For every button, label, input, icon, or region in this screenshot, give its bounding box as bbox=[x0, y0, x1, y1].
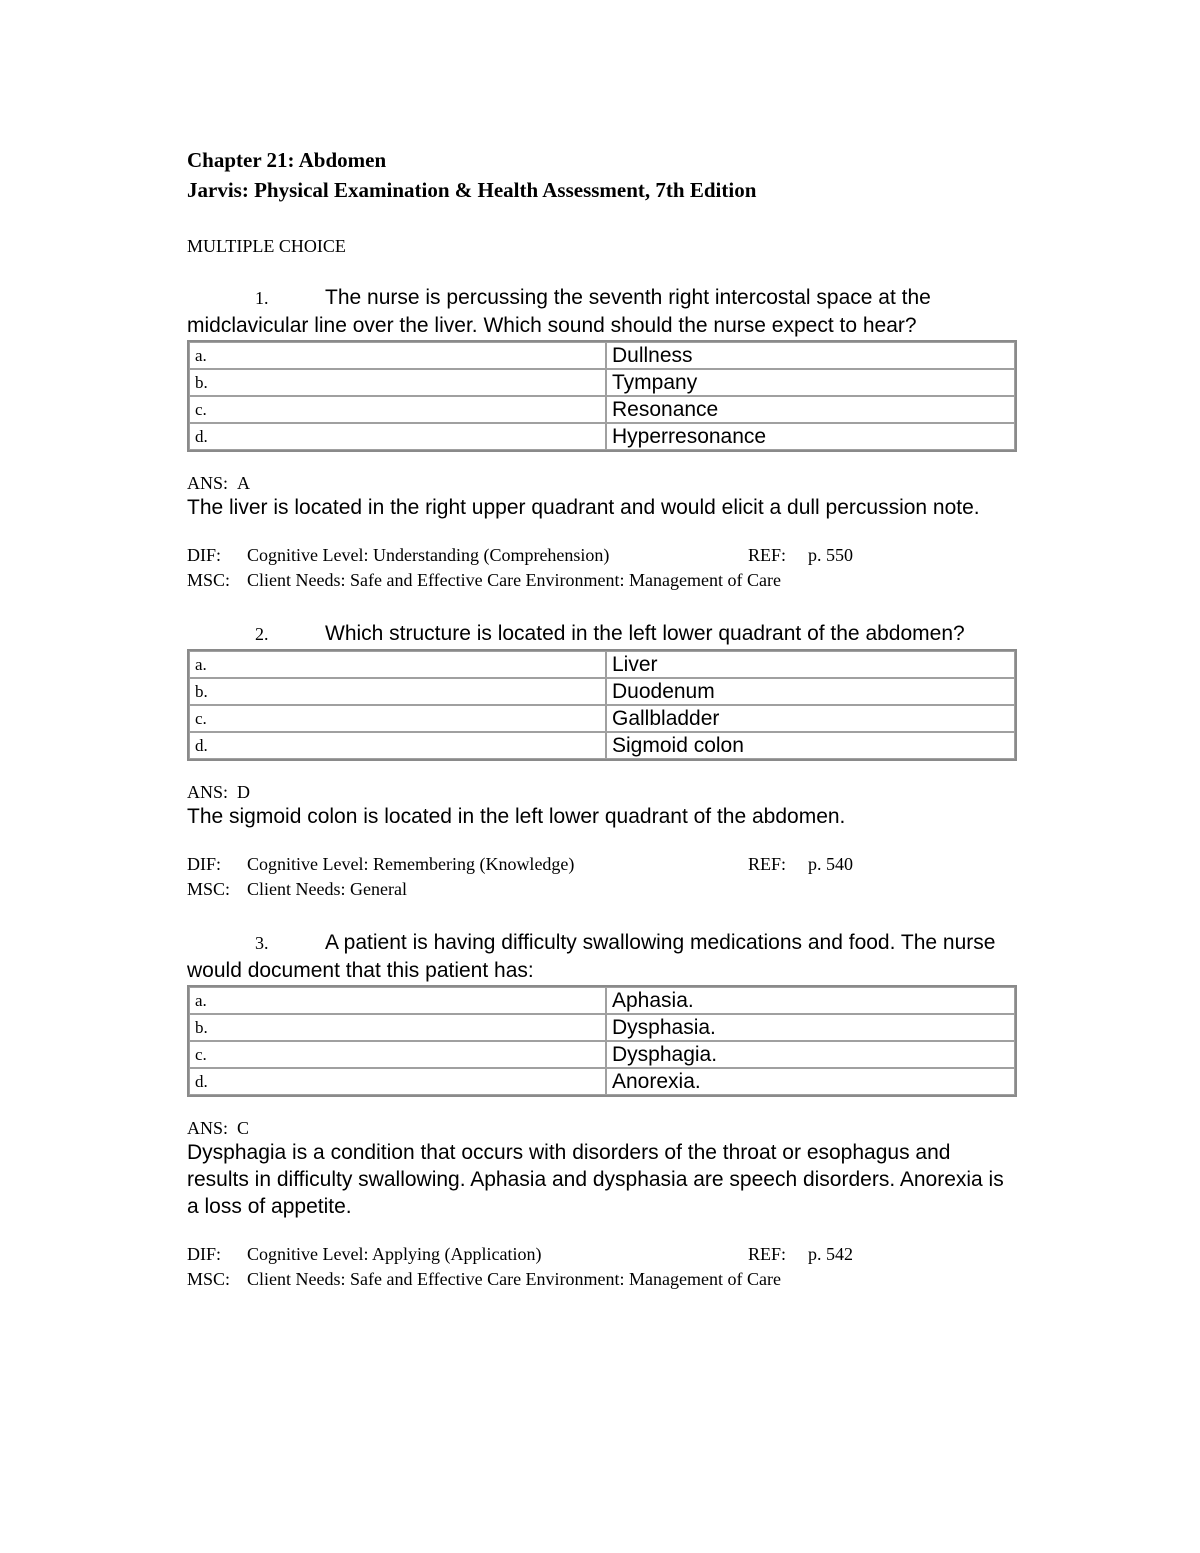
dif-value: Cognitive Level: Remembering (Knowledge) bbox=[247, 854, 575, 874]
option-text: Dullness bbox=[606, 342, 1015, 369]
option-text: Resonance bbox=[606, 396, 1015, 423]
ref-value: p. 542 bbox=[808, 1244, 853, 1264]
msc-value: Client Needs: Safe and Effective Care Environment: Management of Care bbox=[247, 570, 781, 590]
answer-label: ANS: bbox=[187, 782, 229, 802]
dif-row bbox=[187, 543, 1017, 568]
option-letter: d. bbox=[189, 732, 606, 759]
ref-value: p. 550 bbox=[808, 545, 853, 565]
option-text: Aphasia. bbox=[606, 987, 1015, 1014]
msc-label: MSC: bbox=[187, 1269, 231, 1289]
option-row bbox=[189, 423, 1015, 450]
question-stem bbox=[187, 620, 1017, 648]
msc-row bbox=[187, 877, 1017, 902]
option-row bbox=[189, 396, 1015, 423]
question-meta bbox=[187, 543, 1017, 593]
section-title: MULTIPLE CHOICE bbox=[187, 236, 346, 256]
ref-label: REF: bbox=[748, 545, 787, 565]
option-text: Liver bbox=[606, 651, 1015, 678]
answer-label: ANS: bbox=[187, 473, 229, 493]
ref bbox=[748, 1242, 853, 1267]
question-stem bbox=[187, 284, 1017, 339]
answer-value: D bbox=[237, 782, 251, 802]
option-letter: c. bbox=[189, 1041, 606, 1068]
dif-value: Cognitive Level: Applying (Application) bbox=[247, 1244, 542, 1264]
msc-value: Client Needs: General bbox=[247, 879, 407, 899]
rationale: Dysphagia is a condition that occurs with disorders of the throat or esophagus and results in difficulty swallowing. Aphasia and dysphasia are speech disorders. Anorexia is a loss of appetite. bbox=[187, 1141, 1004, 1218]
option-letter: b. bbox=[189, 1014, 606, 1041]
question-meta bbox=[187, 1242, 1017, 1292]
option-letter: c. bbox=[189, 705, 606, 732]
option-text: Sigmoid colon bbox=[606, 732, 1015, 759]
option-row bbox=[189, 651, 1015, 678]
ref bbox=[748, 543, 853, 568]
ref-value: p. 540 bbox=[808, 854, 853, 874]
question-text: A patient is having difficulty swallowing medications and food. The nurse would document that this patient has: bbox=[187, 931, 996, 982]
option-letter: a. bbox=[189, 342, 606, 369]
question-number: 3. bbox=[255, 933, 269, 953]
answer-label: ANS: bbox=[187, 1118, 229, 1138]
answer-line bbox=[187, 781, 1017, 803]
dif-label: DIF: bbox=[187, 854, 222, 874]
option-text: Dysphagia. bbox=[606, 1041, 1015, 1068]
option-text: Tympany bbox=[606, 369, 1015, 396]
option-letter: d. bbox=[189, 1068, 606, 1095]
question-stem bbox=[187, 929, 1017, 984]
option-text: Gallbladder bbox=[606, 705, 1015, 732]
book-title: Jarvis: Physical Examination & Health Assessment, 7th Edition bbox=[187, 178, 757, 202]
question-text: The nurse is percussing the seventh right intercostal space at the midclavicular line over the liver. Which sound should the nurse expect to hear? bbox=[187, 286, 931, 337]
dif-label: DIF: bbox=[187, 545, 222, 565]
option-text: Anorexia. bbox=[606, 1068, 1015, 1095]
option-row bbox=[189, 987, 1015, 1014]
answer-line bbox=[187, 472, 1017, 494]
answer-value: C bbox=[237, 1118, 250, 1138]
option-letter: a. bbox=[189, 987, 606, 1014]
question-meta bbox=[187, 852, 1017, 902]
option-row bbox=[189, 1014, 1015, 1041]
options-table bbox=[187, 985, 1017, 1097]
question-2 bbox=[187, 620, 1017, 902]
option-letter: d. bbox=[189, 423, 606, 450]
option-letter: b. bbox=[189, 369, 606, 396]
rationale: The liver is located in the right upper quadrant and would elicit a dull percussion note. bbox=[187, 496, 980, 519]
dif-label: DIF: bbox=[187, 1244, 222, 1264]
options-table bbox=[187, 649, 1017, 761]
dif-value: Cognitive Level: Understanding (Comprehension) bbox=[247, 545, 610, 565]
question-number: 2. bbox=[255, 624, 269, 644]
option-text: Dysphasia. bbox=[606, 1014, 1015, 1041]
option-letter: b. bbox=[189, 678, 606, 705]
option-row bbox=[189, 369, 1015, 396]
msc-row bbox=[187, 1267, 1017, 1292]
ref-label: REF: bbox=[748, 854, 787, 874]
option-letter: c. bbox=[189, 396, 606, 423]
rationale: The sigmoid colon is located in the left lower quadrant of the abdomen. bbox=[187, 805, 846, 828]
option-row bbox=[189, 678, 1015, 705]
option-letter: a. bbox=[189, 651, 606, 678]
answer-line bbox=[187, 1117, 1017, 1139]
option-row bbox=[189, 1041, 1015, 1068]
question-3 bbox=[187, 929, 1017, 1292]
question-text: Which structure is located in the left lower quadrant of the abdomen? bbox=[325, 622, 965, 645]
option-text: Hyperresonance bbox=[606, 423, 1015, 450]
document-page bbox=[187, 145, 1017, 1292]
option-row bbox=[189, 705, 1015, 732]
option-row bbox=[189, 342, 1015, 369]
question-1 bbox=[187, 284, 1017, 593]
option-text: Duodenum bbox=[606, 678, 1015, 705]
ref bbox=[748, 852, 853, 877]
msc-label: MSC: bbox=[187, 570, 231, 590]
msc-value: Client Needs: Safe and Effective Care Environment: Management of Care bbox=[247, 1269, 781, 1289]
options-table bbox=[187, 340, 1017, 452]
ref-label: REF: bbox=[748, 1244, 787, 1264]
msc-label: MSC: bbox=[187, 879, 231, 899]
dif-row bbox=[187, 852, 1017, 877]
msc-row bbox=[187, 568, 1017, 593]
question-number: 1. bbox=[255, 288, 269, 308]
chapter-title: Chapter 21: Abdomen bbox=[187, 148, 387, 172]
dif-row bbox=[187, 1242, 1017, 1267]
option-row bbox=[189, 1068, 1015, 1095]
answer-value: A bbox=[237, 473, 251, 493]
option-row bbox=[189, 732, 1015, 759]
